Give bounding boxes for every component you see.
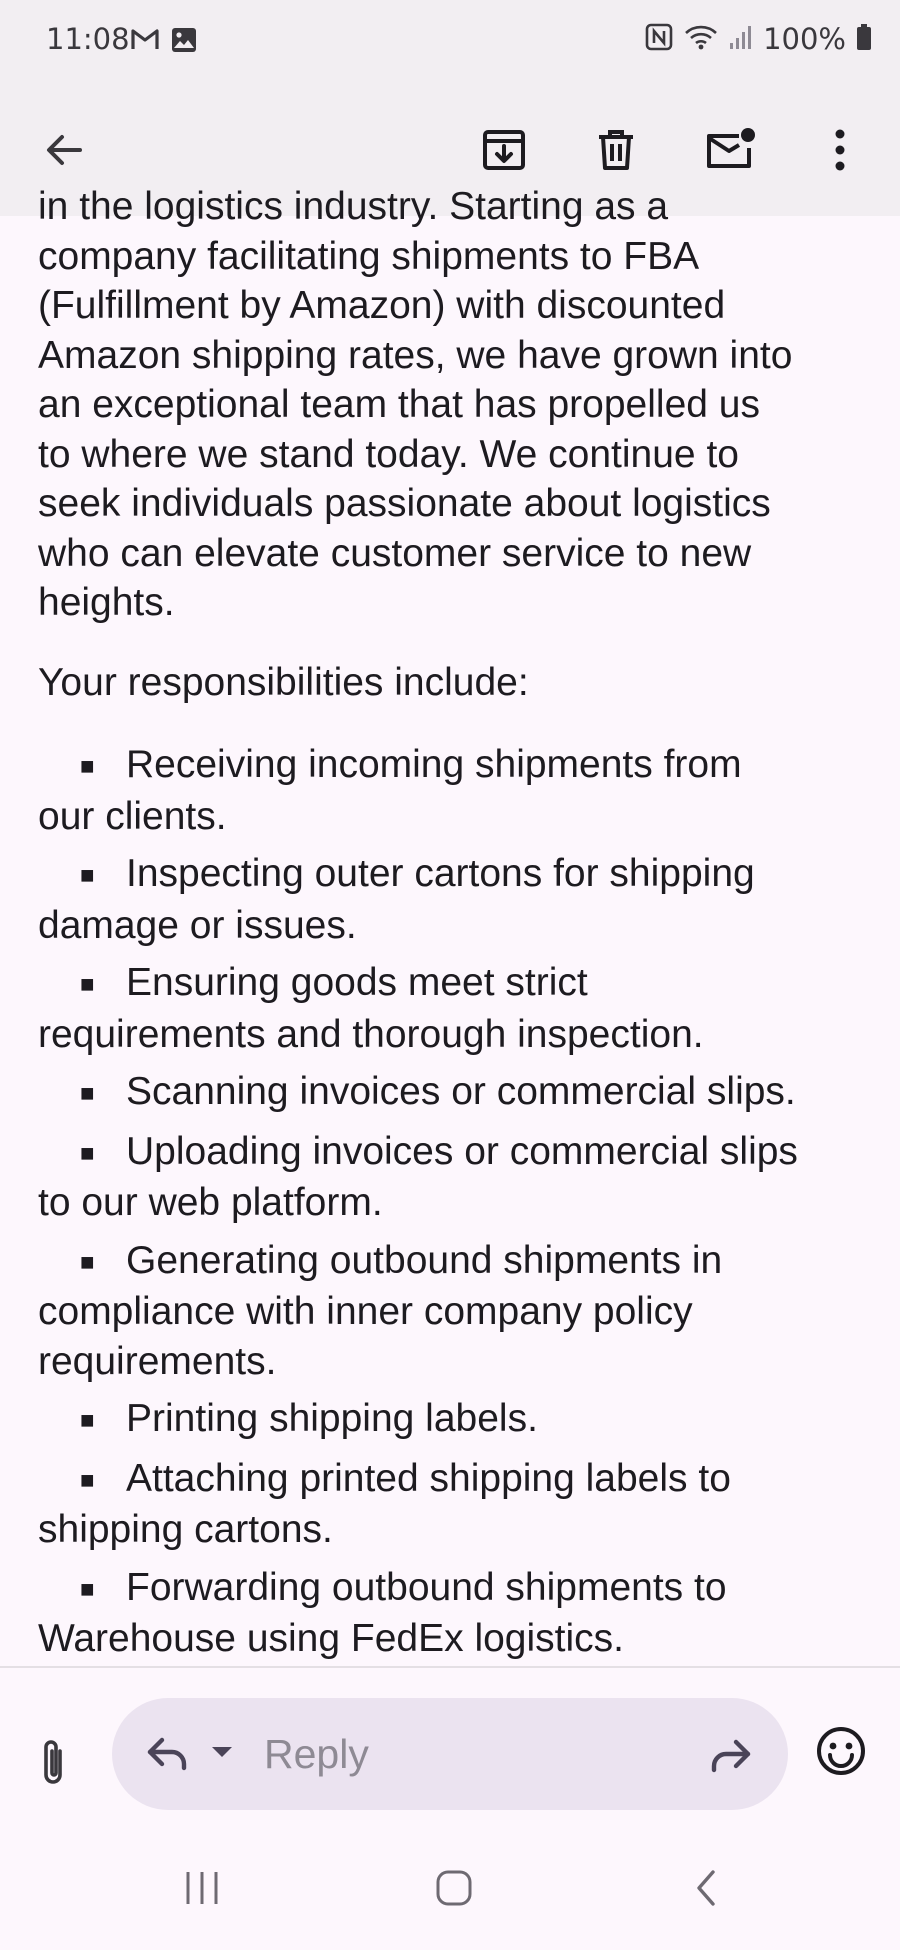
- bullet-marker: ■: [80, 1575, 95, 1603]
- reply-options-caret-icon[interactable]: [210, 1744, 234, 1765]
- system-navigation-bar: [0, 1818, 900, 1950]
- intro-paragraph: [38, 182, 868, 628]
- intro-line: who can elevate customer service to new: [38, 531, 752, 575]
- signal-icon: [729, 24, 753, 54]
- reply-icon[interactable]: [142, 1728, 194, 1785]
- responsibilities-heading: Your responsibilities include:: [38, 660, 529, 704]
- bullet-marker: ■: [80, 1248, 95, 1276]
- intro-line: seek individuals passionate about logistics: [38, 482, 771, 525]
- responsibility-item: ■ Forwarding outbound shipments to Warehouse using FedEx logistics.: [38, 1565, 727, 1660]
- responsibility-item: ■ Printing shipping labels.: [38, 1394, 868, 1446]
- mark-unread-icon: [703, 126, 757, 174]
- back-arrow-icon: [42, 128, 86, 172]
- intro-line: an exceptional team that has propelled us: [38, 383, 760, 426]
- archive-button[interactable]: [468, 114, 540, 186]
- bullet-marker: ■: [80, 1080, 95, 1107]
- more-options-button[interactable]: [804, 114, 876, 186]
- recent-apps-button[interactable]: [162, 1858, 242, 1918]
- battery-icon: [856, 23, 872, 55]
- bullet-marker: ■: [80, 862, 95, 889]
- bullet-marker: ■: [80, 971, 95, 998]
- bullet-marker: ■: [80, 1139, 95, 1167]
- status-notification-icons: [130, 26, 198, 58]
- attach-button[interactable]: [28, 1728, 78, 1798]
- status-system-icons: [645, 22, 872, 56]
- back-button[interactable]: [28, 114, 100, 186]
- archive-icon: [480, 126, 528, 174]
- gallery-icon: [170, 26, 198, 58]
- reply-compose-bar: [0, 1668, 900, 1818]
- intro-line: to where we stand today. We continue to: [38, 432, 739, 476]
- attach-icon: [38, 1737, 68, 1789]
- responsibility-item: ■ Generating outbound shipments in compliance with inner company policy requirements.: [38, 1238, 723, 1383]
- home-button[interactable]: [414, 1858, 494, 1918]
- battery-percentage: 100%: [763, 22, 846, 56]
- gmail-icon: [130, 26, 160, 58]
- bullet-marker: ■: [80, 1407, 95, 1434]
- mark-unread-button[interactable]: [694, 114, 766, 186]
- intro-line: Amazon shipping rates, we have grown into: [38, 333, 793, 377]
- delete-icon: [592, 126, 640, 174]
- status-time: 11:08: [46, 22, 130, 56]
- email-body-text: [38, 182, 868, 1672]
- responsibility-item: ■ Uploading invoices or commercial slips to our web platform.: [38, 1129, 798, 1224]
- back-icon: [691, 1868, 721, 1908]
- intro-line: company facilitating shipments to FBA: [38, 234, 700, 278]
- delete-button[interactable]: [580, 114, 652, 186]
- bullet-marker: ■: [80, 753, 95, 780]
- nfc-icon: [645, 23, 673, 55]
- intro-line: in the logistics industry. Starting as a: [38, 185, 669, 228]
- responsibility-item: ■ Receiving incoming shipments from our clients.: [38, 743, 742, 838]
- reply-placeholder: Reply: [264, 1731, 369, 1777]
- intro-line: heights.: [38, 581, 175, 624]
- email-body[interactable]: [0, 185, 900, 1666]
- recent-apps-icon: [182, 1870, 222, 1906]
- bullet-marker: ■: [80, 1466, 95, 1494]
- forward-icon[interactable]: [704, 1728, 756, 1785]
- nav-back-button[interactable]: [666, 1858, 746, 1918]
- reply-field[interactable]: [112, 1698, 788, 1810]
- responsibility-item: ■ Inspecting outer cartons for shipping damage or issues.: [38, 852, 755, 947]
- responsibility-item: ■ Attaching printed shipping labels to shipping cartons.: [38, 1456, 731, 1551]
- wifi-icon: [683, 23, 719, 55]
- responsibility-item: ■ Ensuring goods meet strict requirements and thorough inspection.: [38, 961, 704, 1056]
- home-icon: [434, 1868, 474, 1908]
- intro-line: (Fulfillment by Amazon) with discounted: [38, 284, 726, 327]
- emoji-icon[interactable]: [814, 1724, 868, 1783]
- status-bar: [0, 0, 900, 84]
- more-options-icon: [832, 128, 848, 172]
- responsibility-item: ■ Scanning invoices or commercial slips.: [38, 1067, 868, 1119]
